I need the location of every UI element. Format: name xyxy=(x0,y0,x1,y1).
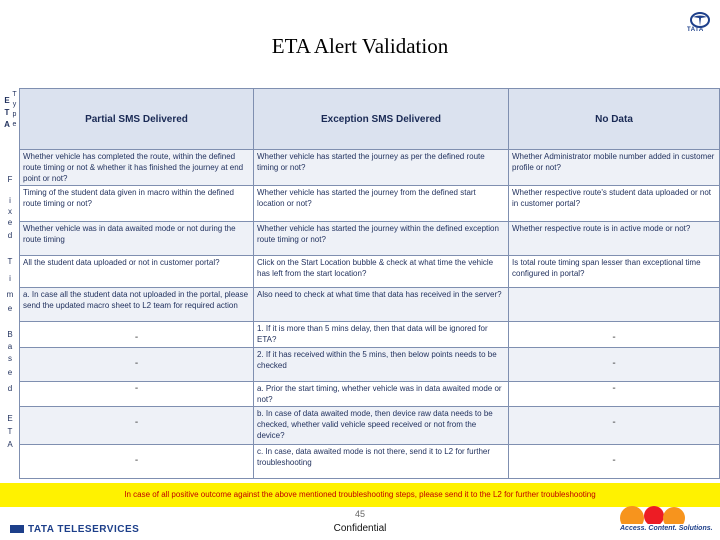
table-cell: - xyxy=(509,322,720,348)
header-no-data: No Data xyxy=(509,89,720,150)
tagline: Access. Content. Solutions. xyxy=(620,525,713,532)
table-cell: Whether vehicle has started the journey as per the defined route timing or not? xyxy=(254,150,509,186)
table-row xyxy=(20,222,720,256)
table-cell: - xyxy=(20,407,254,445)
table-row xyxy=(20,322,720,348)
table-cell: Whether respective route is in active mode or not? xyxy=(509,222,720,256)
tata-logo-icon xyxy=(686,12,714,28)
table-cell: Whether vehicle has completed the route, within the defined route timing or not & whether it has finished the journey at end point or not? xyxy=(20,150,254,186)
table-cell: Click on the Start Location bubble & check at what time the vehicle has left from the start location? xyxy=(254,256,509,288)
table-row xyxy=(20,445,720,479)
confidential-label: Confidential xyxy=(333,523,387,534)
table-cell: All the student data uploaded or not in customer portal? xyxy=(20,256,254,288)
table-cell: Also need to check at what time that data has received in the server? xyxy=(254,288,509,322)
table-cell: Whether Administrator mobile number added in customer profile or not? xyxy=(509,150,720,186)
page-title: ETA Alert Validation xyxy=(271,34,449,58)
table-cell: 1. If it is more than 5 mins delay, then that data will be ignored for ETA? xyxy=(254,322,509,348)
header-exception-sms: Exception SMS Delivered xyxy=(254,89,509,150)
table-cell: - xyxy=(20,382,254,407)
table-row xyxy=(20,150,720,186)
footer-brand: TATA TELESERVICES xyxy=(10,524,139,535)
table-cell: a. In case all the student data not uploaded in the portal, please send the updated macro sheet to L2 team for required action xyxy=(20,288,254,322)
tata-logo-text: TATA xyxy=(687,27,704,33)
table-cell: - xyxy=(20,445,254,479)
orange-circles-icon xyxy=(618,500,708,524)
escalation-banner: In case of all positive outcome against the above mentioned troubleshooting steps, please send it to the L2 for further troubleshooting xyxy=(0,483,720,507)
table-cell: Whether vehicle was in data awaited mode or not during the route timing xyxy=(20,222,254,256)
table-cell: - xyxy=(20,348,254,382)
table-cell: Is total route timing span lesser than exceptional time configured in portal? xyxy=(509,256,720,288)
eta-label: E T A xyxy=(4,96,10,129)
table-row xyxy=(20,186,720,222)
table-cell: a. Prior the start timing, whether vehicle was in data awaited mode or not? xyxy=(254,382,509,407)
page-number: 45 xyxy=(354,509,365,519)
table-cell xyxy=(509,288,720,322)
table-cell: - xyxy=(509,445,720,479)
table-cell: - xyxy=(509,348,720,382)
table-cell: - xyxy=(509,382,720,407)
table-row xyxy=(20,256,720,288)
table-cell: c. In case, data awaited mode is not there, send it to L2 for further troubleshooting xyxy=(254,445,509,479)
table-cell: b. In case of data awaited mode, then device raw data needs to be checked, whether valid vehicle speed received or not from the device? xyxy=(254,407,509,445)
table-cell: Timing of the student data given in macro within the defined route timing or not? xyxy=(20,186,254,222)
table-row xyxy=(20,348,720,382)
table-row xyxy=(20,288,720,322)
table-header-row xyxy=(20,89,720,150)
table-cell: Whether vehicle has started the journey from the defined start location or not? xyxy=(254,186,509,222)
table-cell: - xyxy=(20,322,254,348)
header-partial-sms: Partial SMS Delivered xyxy=(20,89,254,150)
table-cell: 2. If it has received within the 5 mins, then below points needs to be checked xyxy=(254,348,509,382)
table-cell: - xyxy=(509,407,720,445)
tata-logo xyxy=(686,12,714,36)
eta-validation-table xyxy=(19,88,720,479)
type-label: T y p e xyxy=(12,91,17,128)
table-cell: Whether respective route's student data uploaded or not in customer portal? xyxy=(509,186,720,222)
table-row xyxy=(20,407,720,445)
table-row xyxy=(20,382,720,407)
brand-circles-logo xyxy=(618,500,708,524)
tata-bar-icon xyxy=(10,525,24,533)
table-cell: Whether vehicle has started the journey within the defined exception route timing or not? xyxy=(254,222,509,256)
